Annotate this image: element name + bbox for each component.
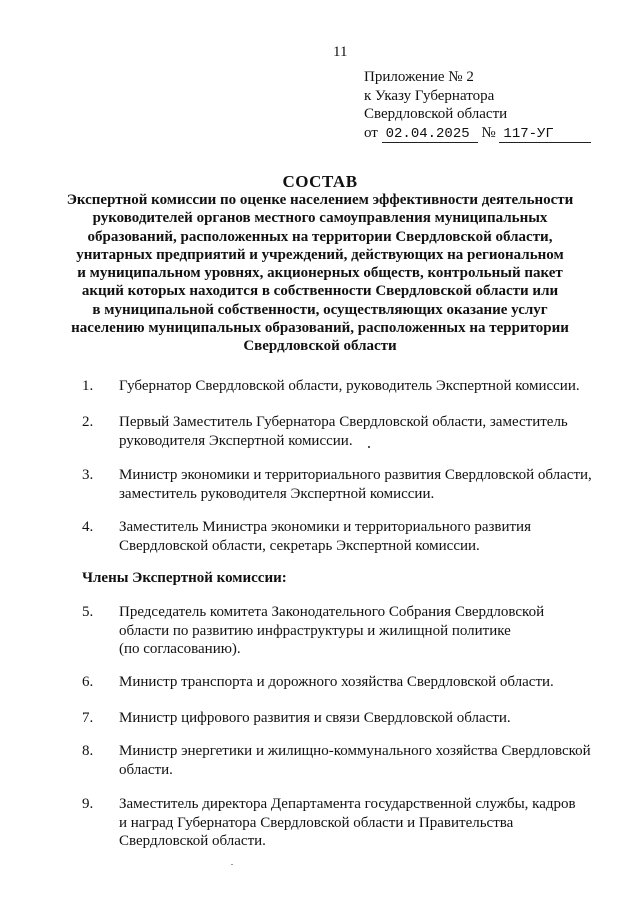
annex-line-3: Свердловской области: [364, 106, 508, 122]
item-text: Председатель комитета Законодательного Собрания Свердловской: [119, 604, 545, 620]
list-item: [82, 709, 602, 728]
annex-line-1: Приложение № 2: [364, 69, 474, 85]
subtitle-line: руководителей органов местного самоуправления муниципальных: [92, 210, 548, 227]
date-prefix: от: [364, 124, 378, 141]
annex-line-2: к Указу Губернатора: [364, 87, 495, 104]
item-number: 4.: [82, 519, 94, 535]
item-text: и наград Губернатора Свердловской области и Правительства: [119, 814, 514, 831]
subtitle-line: в муниципальной собственности, осуществляющих оказание услуг: [92, 301, 548, 318]
item-text: области по развитию инфраструктуры и жилищной политике: [119, 622, 511, 639]
subtitle-line: унитарных предприятий и учреждений, действующих на региональном: [76, 246, 564, 263]
annex-date-line: [364, 124, 591, 143]
annex-header: [364, 68, 591, 143]
item-number: 7.: [82, 710, 94, 726]
page-number: 11: [333, 44, 348, 60]
subtitle-line: акций которых находится в собственности Свердловской области или: [81, 283, 559, 300]
item-text: Свердловской области, секретарь Экспертной комиссии.: [119, 537, 480, 554]
decree-number: 117-УГ: [499, 127, 591, 143]
item-number: 8.: [82, 743, 94, 759]
item-number: 6.: [82, 674, 94, 690]
members-heading: Члены Экспертной комиссии:: [82, 570, 287, 586]
item-text: Заместитель Министра экономики и территориального развития: [119, 519, 531, 535]
subtitle-line: Свердловской области: [243, 338, 397, 355]
scan-speck: [231, 864, 233, 865]
item-text: Заместитель директора Департамента государственной службы, кадров: [119, 796, 576, 812]
item-number: 3.: [82, 467, 94, 483]
item-text: заместитель руководителя Экспертной комиссии.: [119, 485, 435, 502]
list-item: [82, 603, 602, 659]
item-text: Свердловской области.: [119, 833, 266, 849]
document-subtitle: [60, 191, 580, 356]
subtitle-line: населению муниципальных образований, расположенных на территории: [71, 320, 569, 337]
item-text: Министр экономики и территориального развития Свердловской области,: [119, 467, 592, 483]
subtitle-line: и муниципальном уровнях, акционерных обществ, контрольный пакет: [77, 265, 563, 282]
item-text: области.: [119, 761, 173, 778]
list-item: [82, 466, 602, 503]
item-text: Первый Заместитель Губернатора Свердловской области, заместитель: [119, 414, 568, 430]
subtitle-line: образований, расположенных на территории Свердловской области,: [87, 228, 553, 245]
list-item: [82, 518, 602, 555]
item-text: Министр транспорта и дорожного хозяйства Свердловской области.: [119, 674, 554, 690]
number-prefix: №: [481, 124, 496, 141]
scan-speck: [368, 446, 370, 448]
item-text: Министр цифрового развития и связи Свердловской области.: [119, 710, 511, 726]
item-number: 9.: [82, 796, 94, 812]
item-text: руководителя Экспертной комиссии.: [119, 432, 353, 449]
item-text: Губернатор Свердловской области, руководитель Экспертной комиссии.: [119, 378, 580, 394]
subtitle-line: Экспертной комиссии по оценке населением эффективности деятельности: [66, 192, 574, 208]
decree-date: 02.04.2025: [382, 127, 478, 143]
list-item: [82, 413, 602, 450]
list-item: [82, 795, 602, 851]
document-title: СОСТАВ: [282, 172, 358, 191]
item-number: 5.: [82, 604, 94, 620]
item-text: (по согласованию).: [119, 641, 241, 657]
list-item: [82, 377, 602, 396]
list-item: [82, 742, 602, 779]
item-number: 1.: [82, 378, 94, 394]
item-number: 2.: [82, 414, 94, 430]
item-text: Министр энергетики и жилищно-коммунального хозяйства Свердловской: [119, 743, 591, 759]
list-item: [82, 673, 602, 692]
